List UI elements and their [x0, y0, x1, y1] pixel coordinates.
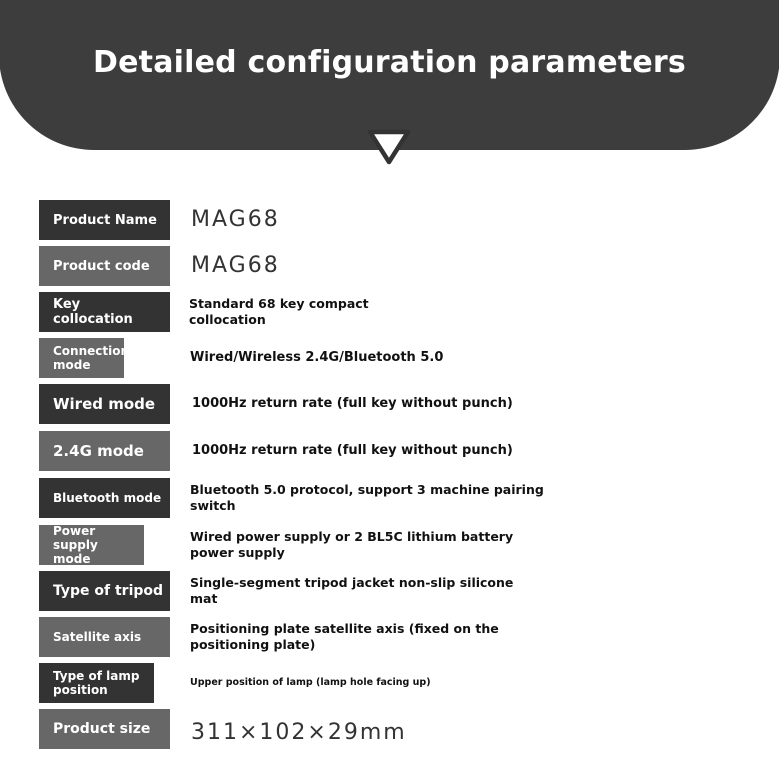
- spec-label: Product size: [39, 709, 170, 749]
- spec-label: 2.4G mode: [39, 431, 170, 471]
- spec-label: Key collocation: [39, 292, 170, 332]
- spec-row-product-size: [39, 709, 739, 749]
- spec-row-24g-mode: [39, 431, 739, 471]
- spec-value: Upper position of lamp (lamp hole facing up): [190, 677, 431, 688]
- spec-value: Single-segment tripod jacket non-slip silicone mat: [190, 575, 514, 606]
- spec-row-type-of-lamp-position: [39, 663, 739, 703]
- page-title: Detailed configuration parameters: [93, 45, 686, 80]
- spec-row-satellite-axis: [39, 617, 739, 657]
- spec-value: 311×102×29mm: [191, 720, 407, 745]
- spec-label: Wired mode: [39, 384, 170, 424]
- spec-value: 1000Hz return rate (full key without punch): [192, 396, 513, 411]
- spec-label: Product Name: [39, 200, 170, 240]
- spec-label: Type of lamp position: [39, 663, 154, 703]
- spec-label: Power supply mode: [39, 525, 144, 565]
- spec-row-bluetooth-mode: [39, 478, 739, 518]
- spec-value: MAG68: [191, 207, 280, 232]
- spec-row-wired-mode: [39, 384, 739, 424]
- spec-label: Connection mode: [39, 338, 124, 378]
- spec-row-key-collocation: [39, 292, 739, 332]
- spec-row-power-supply-mode: [39, 525, 739, 565]
- spec-row-connection-mode: [39, 338, 739, 378]
- spec-value: Wired power supply or 2 BL5C lithium battery power supply: [190, 529, 514, 560]
- spec-value: 1000Hz return rate (full key without punch): [192, 443, 513, 458]
- spec-value: Standard 68 key compact collocation: [189, 296, 369, 327]
- spec-row-type-of-tripod: [39, 571, 739, 611]
- spec-label: Satellite axis: [39, 617, 170, 657]
- spec-value: Wired/Wireless 2.4G/Bluetooth 5.0: [190, 350, 444, 365]
- spec-row-product-name: [39, 200, 739, 240]
- spec-value: Bluetooth 5.0 protocol, support 3 machine pairing switch: [190, 482, 544, 513]
- spec-value: Positioning plate satellite axis (fixed on the positioning plate): [190, 621, 499, 652]
- spec-label: Type of tripod: [39, 571, 170, 611]
- spec-label: Bluetooth mode: [39, 478, 170, 518]
- spec-value: MAG68: [191, 253, 280, 278]
- spec-row-product-code: [39, 246, 739, 286]
- spec-label: Product code: [39, 246, 170, 286]
